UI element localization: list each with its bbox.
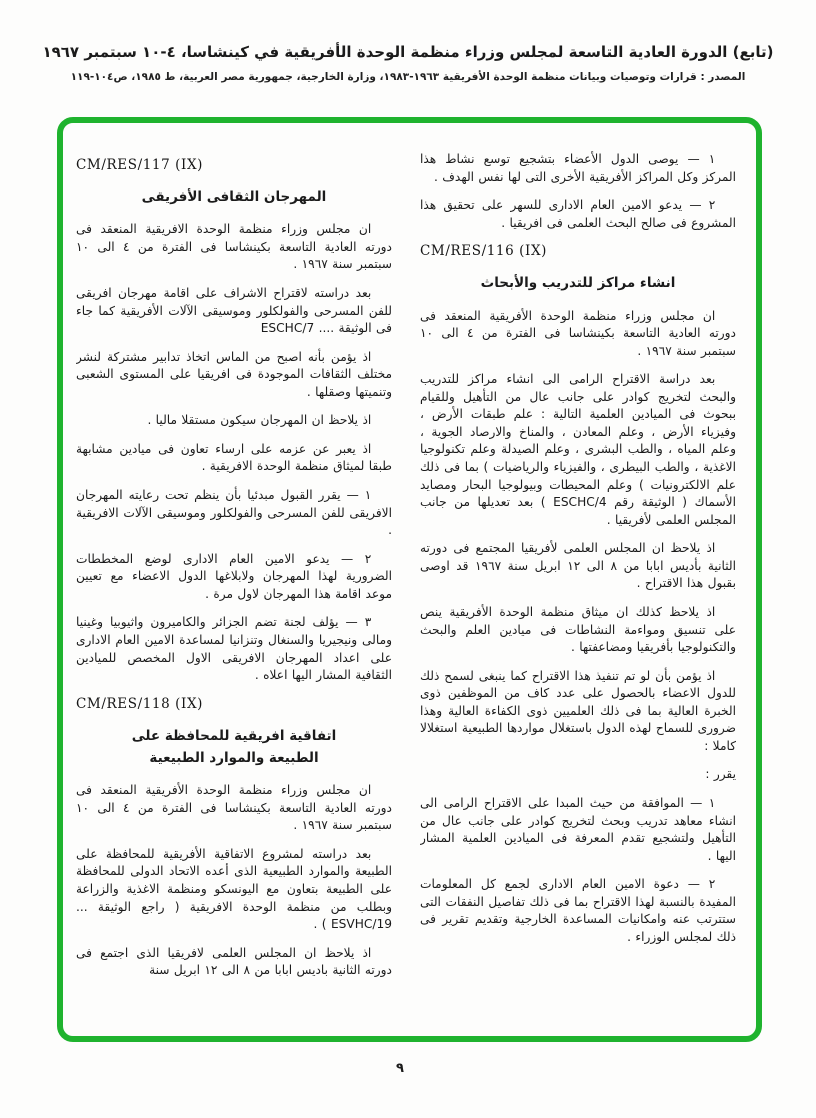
paragraph: اذ يؤمن بأنه اصبح من الماس اتخاذ تدابير مشتركة لنشر مختلف الثقافات الموجودة فى افريقيا على المستوى الشعبى وتنميتها وصقلها . — [76, 349, 392, 399]
resolution-code: CM/RES/117 (IX) — [76, 157, 204, 173]
paragraph: ان مجلس وزراء منظمة الوحدة الأفريقية المنعقد فى دورته العادية التاسعة بكينشاسا فى الفترة من ٤ الى ١٠ سبتمبر سنة ١٩٦٧ . — [420, 308, 736, 358]
column-right — [420, 151, 736, 1028]
decides-line: يقرر : — [705, 767, 736, 782]
paragraph: بعد دراسته لمشروع الاتفاقية الأفريقية للمحافظة على الطبيعة والموارد الطبيعية الذى أعده الاتحاد الدولى للمحافظة على الطبيعة بتعاون مع اليونسكو ومنظمة الاغذية والزراعة وبطلب من منظمة الوحدة الافريقية ( راجع الوثيقة ... ESVHC/19 ) . — [76, 846, 392, 932]
paragraph: ٢ — دعوة الامين العام الادارى لجمع كل المعلومات المفيدة بالنسبة لهذا الاقتراح بما فى ذلك تفاصيل النفقات التى ستترتب عنه وامكانيات المساعدة الخارجية وتقديم تقرير فى ذلك لمجلس الوزراء . — [420, 877, 736, 944]
header-title: (تابع) الدورة العادية التاسعة لمجلس وزراء منظمة الوحدة الأفريقية في كينشاسا، ٤-١٠ سبتمبر ١٩٦٧ — [42, 43, 774, 61]
section-heading: انشاء مراكز للتدريب والأبحاث — [480, 275, 676, 292]
paragraph: اذ يلاحظ كذلك ان ميثاق منظمة الوحدة الأفريقية ينص على تنسيق ومواءمة النشاطات فى ميادين العلم والبحث والتكنولوجيا بأفريقيا ومضاعفتها . — [420, 604, 736, 655]
paragraph: ان مجلس وزراء منظمة الوحدة الأفريقية المنعقد فى دورته العادية التاسعة بكينشاسا فى الفترة من ٤ الى ١٠ سبتمبر سنة ١٩٦٧ . — [76, 783, 392, 833]
paragraph: اذ يلاحظ ان المهرجان سيكون مستقلا ماليا . — [147, 413, 372, 428]
section-heading: اتفاقية افريقية للمحافظة على — [131, 727, 337, 744]
page-number: ٩ — [396, 1061, 404, 1076]
paragraph: بعد دراسته لاقتراح الاشراف على اقامة مهرجان افريقى للفن المسرحى والفولكلور وموسيقى الآلات الأفريقية كما جاء فى الوثيقة .... ESCHC/7 — [76, 285, 392, 336]
section-heading: المهرجان الثقافى الأفريقى — [141, 189, 327, 205]
paragraph: اذ يعبر عن عزمه على ارساء تعاون فى ميادين مشابهة طبقا لميثاق منظمة الوحدة الافريقية . — [76, 441, 392, 474]
section-heading: الطبيعة والموارد الطبيعية — [149, 749, 319, 766]
paragraph: ١ — يقرر القبول مبدئيا بأن ينظم تحت رعايته المهرجان الافريقى للفن المسرحى والفولكلور وموسيقى الآلات الافريقية . — [76, 488, 392, 538]
paragraph: ١ — الموافقة من حيث المبدا على الاقتراح الرامى الى انشاء معاهد تدريب وبحث لتخريج كوادر على جانب عال من التأهيل ولتشجيع تقدم المعرفة فى الميادين العلمية المشار اليها . — [420, 796, 736, 863]
column-left — [76, 151, 392, 1028]
source-line: المصدر : قرارات وتوصيات وبيانات منظمة الوحدة الأفريقية ١٩٦٣-١٩٨٣، وزارة الخارجية، جمهورية مصر العربية، ط ١٩٨٥، ص١٠٤-١١٩ — [70, 71, 746, 84]
paragraph: ٣ — يؤلف لجنة تضم الجزائر والكاميرون واثيوبيا وغينيا ومالى ونيجيريا والسنغال وتنزانيا لمساعدة الامين العام الادارى على اعداد المهرجان الافريقى الاول المخصص للميادين الثقافية المشار اليها اعلاه . — [76, 615, 392, 683]
paragraph: اذ يؤمن بأن لو تم تنفيذ هذا الاقتراح كما ينبغى لسمح ذلك للدول الاعضاء بالحصول على عدد كاف من الموظفين ذوى الخبرة العالية بما فى ذلك العلميين ذوى الكفاءة العالية وهذا ضرورى للسماح لهذه الدول باستغلال مواردها الطبيعية استغلالا كاملا : — [420, 668, 736, 753]
paragraph: ان مجلس وزراء منظمة الوحدة الافريقية المنعقد فى دورته العادية التاسعة بكينشاسا فى الفترة من ٤ الى ١٠ سبتمبر سنة ١٩٦٧ . — [76, 222, 392, 272]
paragraph: ٢ — يدعو الامين العام الادارى لوضع المخططات الضرورية لهذا المهرجان ولابلاغها الدول الاعضاء مع تعيين موعد اقامة هذا المهرجان لاول مرة . — [76, 551, 392, 601]
paragraph: بعد دراسة الاقتراح الرامى الى انشاء مراكز للتدريب والبحث لتخريج كوادر على جانب عال من التأهيل وللقيام ببحوث فى الميادين العلمية التالية : علم طبقات الأرض ، وفيزياء الأرض ، وعلم المعادن ، والمناخ والارصاد الجوية ، وعلم المياه ، والطب البشرى ، وعلم الصيدلة وعلم تكنولوجيا الاغذية ، والطب البيطرى ، والفيزياء والرياضيات ) بما فى ذلك علم الالكترونيات ) وعلم المحيطات وبيولوجيا البحار ومصايد الأسماك ( الوثيقة رقم ESCHC/4 ) بعد تعديلها من جانب المجلس العلمى لأفريقيا . — [420, 372, 736, 527]
resolution-frame — [57, 117, 762, 1042]
paragraph: ٢ — يدعو الامين العام الادارى للسهر على تحقيق هذا المشروع فى صالح البحث العلمى فى افريقيا . — [420, 198, 736, 230]
resolution-code: CM/RES/118 (IX) — [76, 695, 204, 712]
two-column-layout — [76, 151, 736, 1028]
paragraph: ١ — يوصى الدول الأعضاء بتشجيع توسع نشاط هذا المركز وكل المراكز الأفريقية الأخرى التى لها نفس الهدف . — [420, 152, 736, 184]
paragraph: اذ يلاحظ ان المجلس العلمى لأفريقيا المجتمع فى دورته الثانية بأديس ابابا من ٨ الى ١٢ ابريل سنة ١٩٦٧ قد اوصى بقبول هذا الاقتراح . — [420, 541, 736, 591]
paragraph: اذ يلاحظ ان المجلس العلمى لافريقيا الذى اجتمع فى دورته الثانية باديس ابابا من ٨ الى ١٢ ابريل سنة — [76, 945, 392, 978]
page-header — [40, 42, 776, 83]
resolution-code: CM/RES/116 (IX) — [420, 243, 548, 260]
